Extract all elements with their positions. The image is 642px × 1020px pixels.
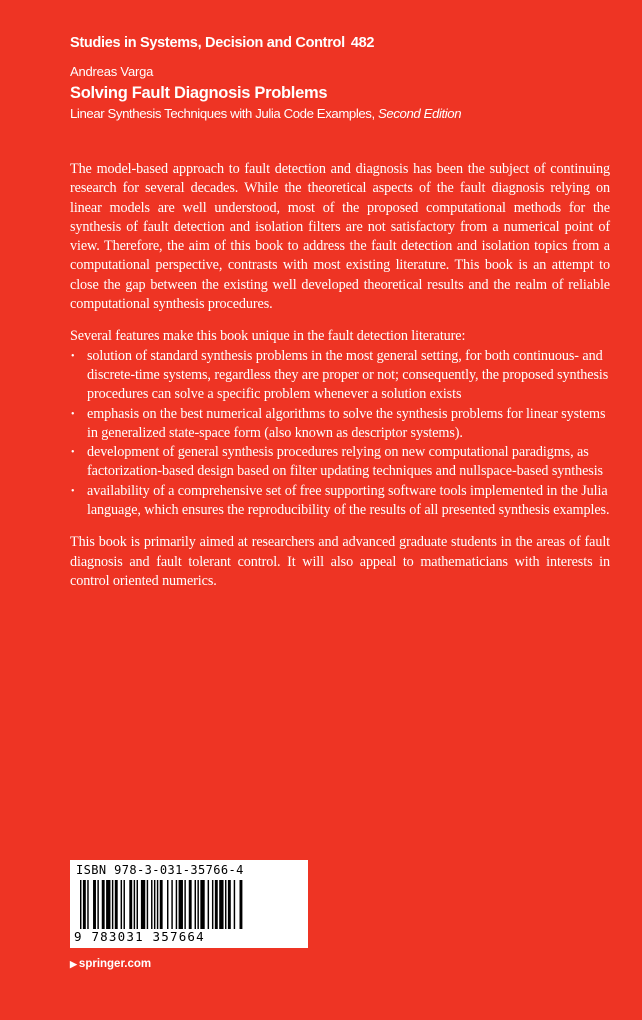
feature-item	[70, 347, 610, 405]
series-volume: 482	[350, 35, 375, 51]
blurb-paragraph-1: The model-based approach to fault detection and diagnosis has been the subject of continuing research for several decades. While the theoretical aspects of the fault diagnosis relying on linear models are well understood, most of the proposed computational methods for the synthesis of fault detection and isolation filters are not satisfactory from a numerical point of view. Therefore, the aim of this book to address the fault detection and isolation topics from a computational perspective, contrasts with most existing literature. This book is an attempt to close the gap between the existing well developed theoretical results and the realm of reliable computational synthesis procedures.	[70, 161, 610, 313]
series-line	[70, 34, 610, 52]
feature-text: solution of standard synthesis problems in the most general setting, for both continuous- and discrete-time systems, regardless they are proper or not; consequently, the proposed synthesis procedures can solve a specific problem whenever a solution exists	[87, 347, 609, 403]
feature-item	[70, 405, 610, 444]
publisher-link[interactable]	[70, 958, 151, 970]
arrow-icon: ▶	[70, 959, 77, 969]
feature-item	[70, 482, 610, 521]
back-cover-header	[70, 34, 610, 122]
blurb	[70, 160, 610, 591]
bullet-icon: •	[71, 485, 75, 497]
book-title: Solving Fault Diagnosis Problems	[70, 84, 328, 102]
features-intro: Several features make this book unique in the fault detection literature:	[70, 328, 466, 345]
author-name: Andreas Varga	[70, 64, 154, 79]
feature-item	[70, 443, 610, 482]
feature-text: emphasis on the best numerical algorithms to solve the synthesis problems for linear systems in generalized state-space form (also known as descriptor systems).	[87, 405, 606, 441]
feature-text: development of general synthesis procedures relying on new computational paradigms, as factorization-based design based on filter updating techniques and nullspace-based synthesis	[87, 444, 603, 480]
isbn-label: ISBN 978-3-031-35766-4	[76, 863, 244, 877]
series-name: Studies in Systems, Decision and Control	[70, 35, 345, 51]
edition-text: Second Edition	[378, 106, 462, 121]
bullet-icon: •	[71, 447, 75, 459]
barcode-digits: 9 783031 357664	[74, 929, 304, 944]
subtitle-text: Linear Synthesis Techniques with Julia Code Examples,	[70, 106, 375, 121]
blurb-paragraph-3: This book is primarily aimed at researchers and advanced graduate students in the areas of fault diagnosis and fault tolerant control. It will also appeal to mathematicians with interests in control oriented numerics.	[70, 534, 610, 589]
book-subtitle	[70, 105, 610, 122]
publisher-website: springer.com	[78, 958, 152, 970]
bullet-icon: •	[71, 408, 75, 420]
feature-text: availability of a comprehensive set of free supporting software tools implemented in the Julia language, which ensures the reproducibility of the results of all presented synthesis examples.	[87, 482, 610, 519]
features-list	[70, 347, 610, 521]
bullet-icon: •	[71, 350, 75, 362]
isbn-barcode	[70, 860, 308, 948]
